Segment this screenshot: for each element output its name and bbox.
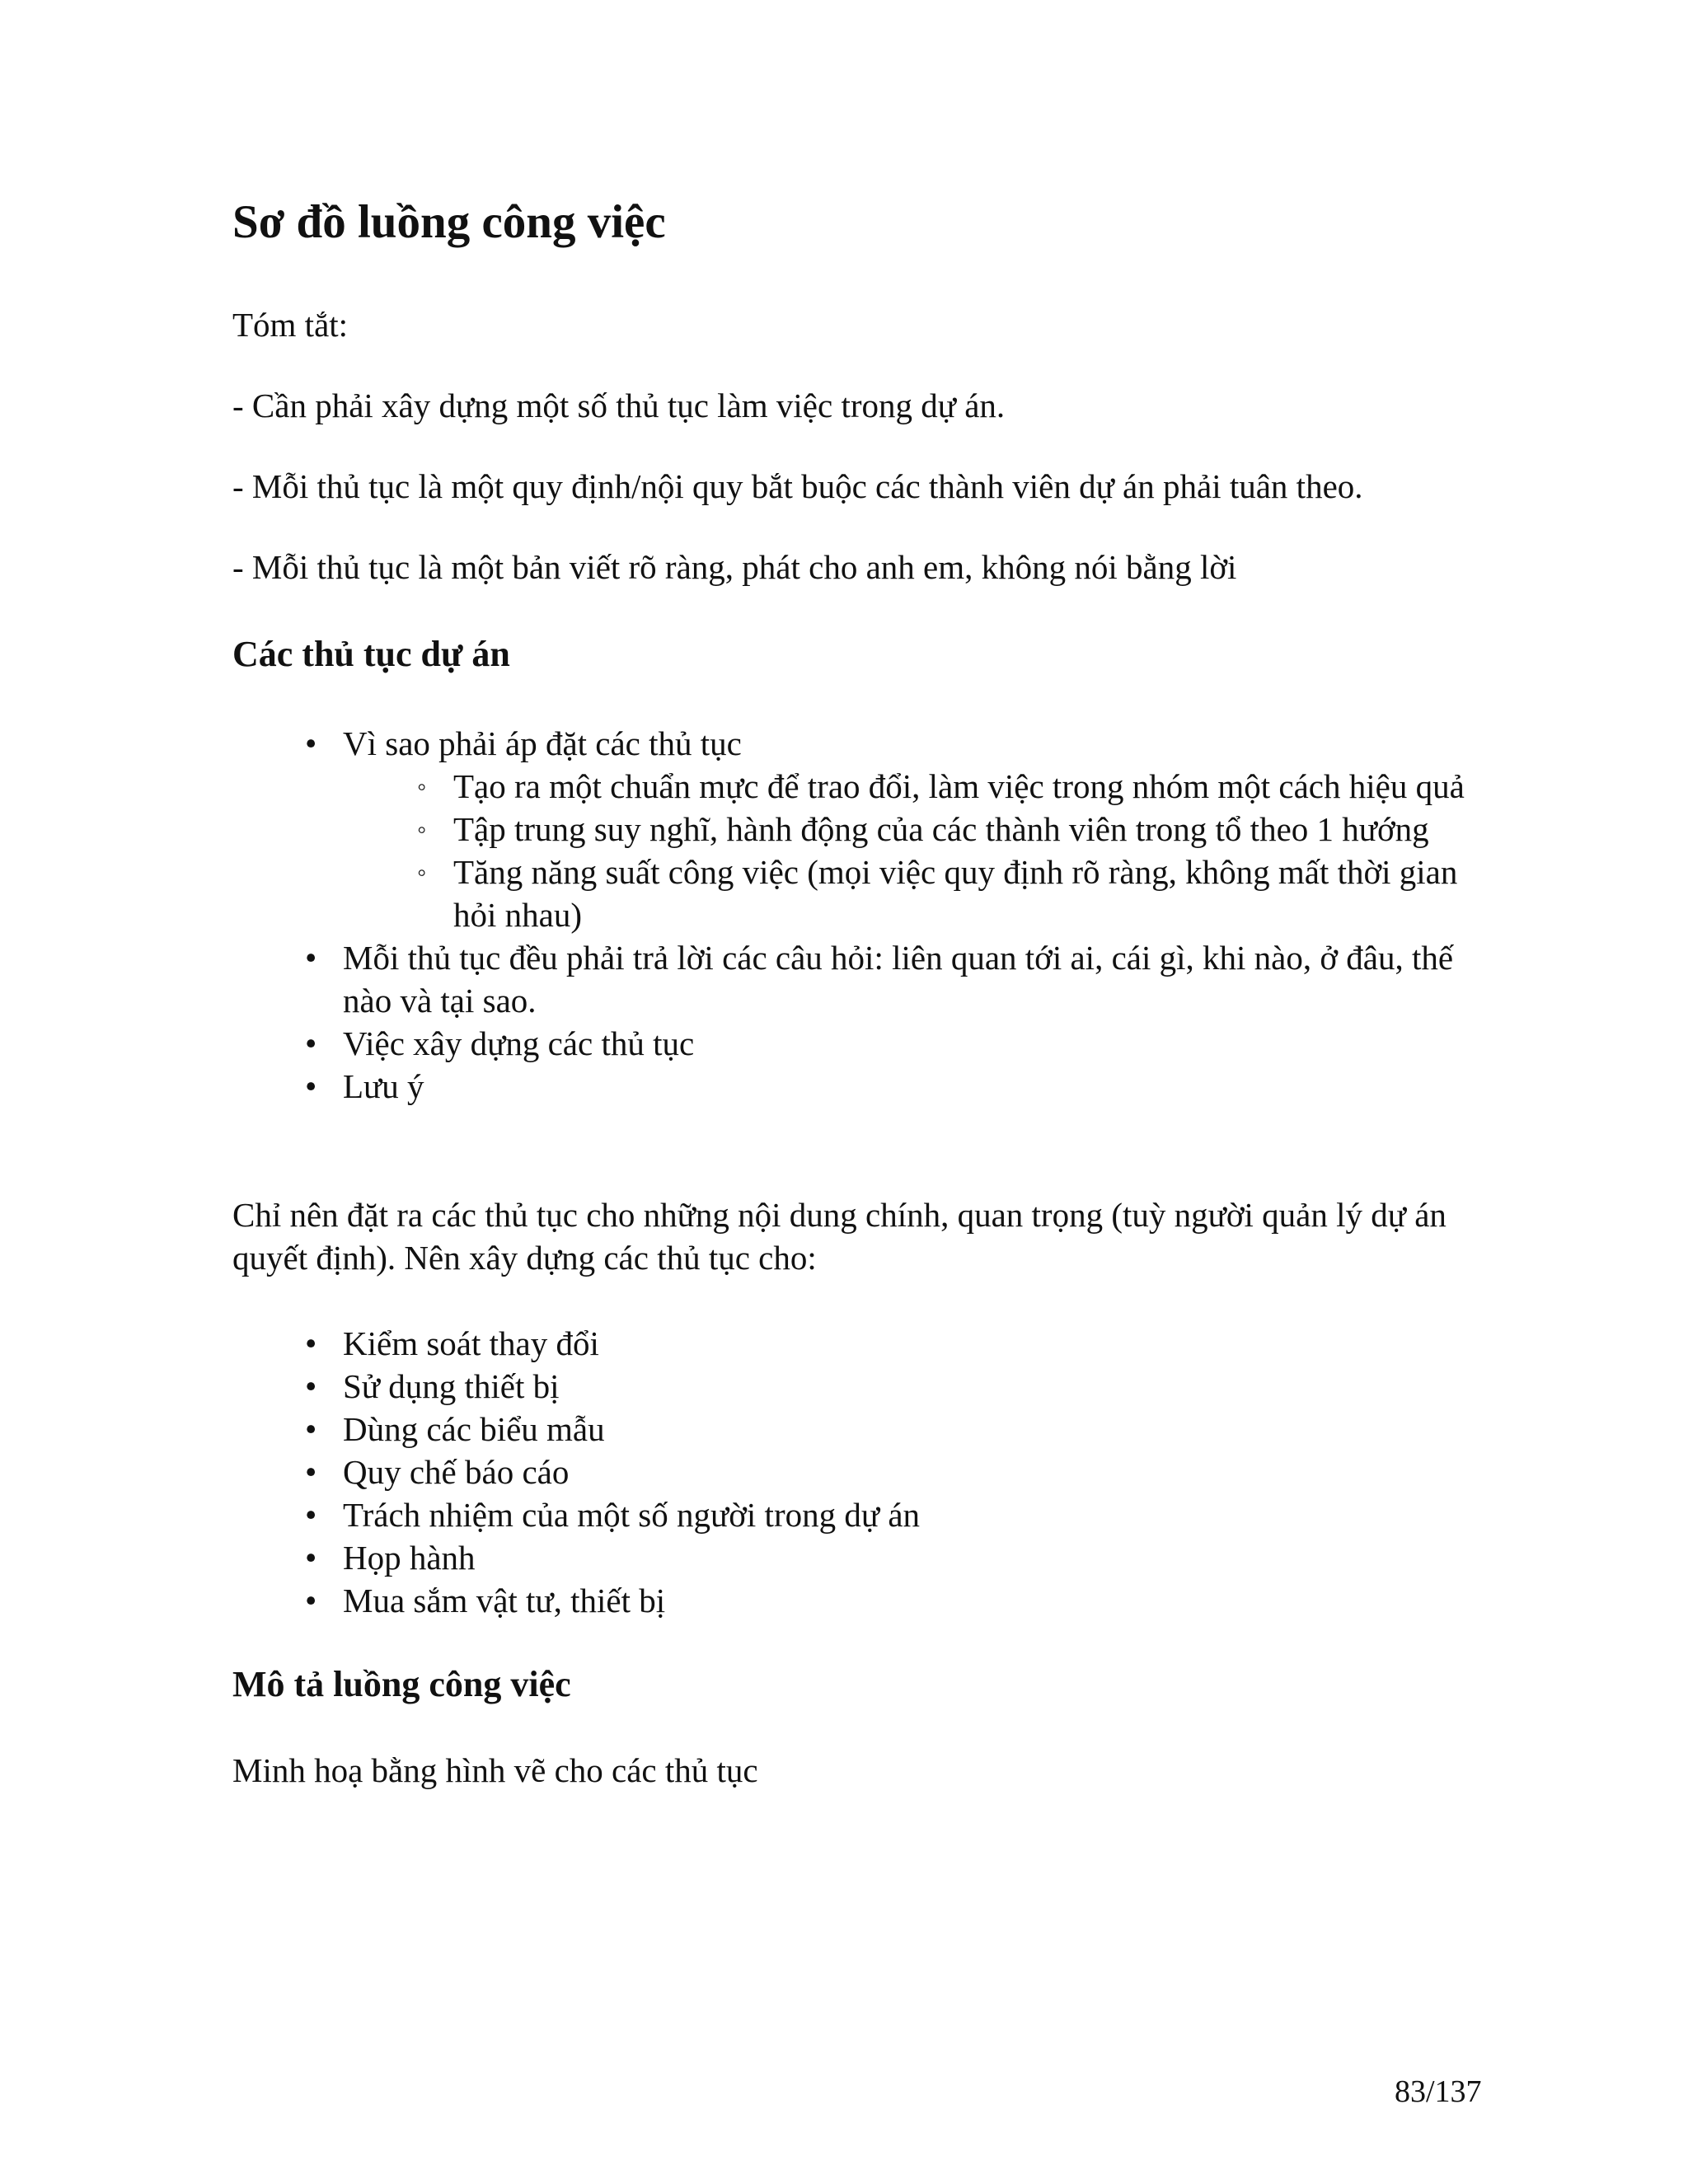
list-item-text: Vì sao phải áp đặt các thủ tục <box>343 724 742 762</box>
page-number: 83/137 <box>1395 2074 1482 2109</box>
section-heading-workflow: Mô tả luồng công việc <box>232 1664 571 1704</box>
sub-list-item <box>232 765 1485 808</box>
summary-item: - Mỗi thủ tục là một quy định/nội quy bắt buộc các thành viên dự án phải tuân theo. <box>232 467 1363 505</box>
list-item <box>232 722 1485 936</box>
procedures-reasons-list <box>232 722 1485 1108</box>
bullet-icon: • <box>305 1324 317 1362</box>
bullet-icon: • <box>305 1067 317 1105</box>
list-item-text: Việc xây dựng các thủ tục <box>343 1024 695 1062</box>
bullet-icon: • <box>305 939 317 977</box>
list-item-text: Quy chế báo cáo <box>343 1453 570 1491</box>
list-item-text: Họp hành <box>343 1539 476 1577</box>
list-item <box>232 1493 1485 1536</box>
sub-list-item-text: Tập trung suy nghĩ, hành động của các thành viên trong tổ theo 1 hướng <box>453 810 1429 848</box>
bullet-icon: • <box>305 1024 317 1062</box>
list-item-text: Trách nhiệm của một số người trong dự án <box>343 1496 921 1534</box>
bullet-icon: • <box>305 1582 317 1619</box>
list-item-text: Dùng các biểu mẫu <box>343 1410 605 1448</box>
list-item <box>232 1408 1485 1451</box>
circle-bullet-icon: ◦ <box>417 857 427 887</box>
bullet-icon: • <box>305 1453 317 1491</box>
bullet-icon: • <box>305 1410 317 1448</box>
summary-label: Tóm tắt: <box>232 306 349 344</box>
list-item-text: Sử dụng thiết bị <box>343 1367 560 1405</box>
sub-list-item-text: Tăng năng suất công việc (mọi việc quy định rõ ràng, không mất thời gian hỏi nhau) <box>453 853 1458 934</box>
bullet-icon: • <box>305 724 317 762</box>
bullet-icon: • <box>305 1496 317 1534</box>
list-item <box>232 1579 1485 1622</box>
list-item <box>232 1451 1485 1493</box>
procedures-list <box>232 1322 1485 1622</box>
page-title: Sơ đồ luồng công việc <box>232 196 666 248</box>
list-item <box>232 1065 1485 1108</box>
section-heading-procedures: Các thủ tục dự án <box>232 634 510 674</box>
sub-list-item <box>232 808 1485 851</box>
bullet-icon: • <box>305 1539 317 1577</box>
procedures-note: Chỉ nên đặt ra các thủ tục cho những nội dung chính, quan trọng (tuỳ người quản lý dự án quyết định). Nên xây dựng các thủ tục cho: <box>232 1196 1447 1277</box>
list-item <box>232 1022 1485 1065</box>
list-item-text: Kiểm soát thay đổi <box>343 1324 599 1362</box>
workflow-text: Minh hoạ bằng hình vẽ cho các thủ tục <box>232 1751 758 1789</box>
list-item-text: Mỗi thủ tục đều phải trả lời các câu hỏi: liên quan tới ai, cái gì, khi nào, ở đâu, thế nào và tại sao. <box>343 939 1454 1019</box>
circle-bullet-icon: ◦ <box>417 771 427 801</box>
sub-list-item <box>232 851 1485 936</box>
list-item <box>232 1536 1485 1579</box>
circle-bullet-icon: ◦ <box>417 814 427 844</box>
summary-item: - Cần phải xây dựng một số thủ tục làm việc trong dự án. <box>232 387 1006 424</box>
summary-item: - Mỗi thủ tục là một bản viết rõ ràng, phát cho anh em, không nói bằng lời <box>232 548 1237 586</box>
list-item <box>232 936 1485 1022</box>
list-item <box>232 1365 1485 1408</box>
list-item-text: Mua sắm vật tư, thiết bị <box>343 1582 666 1619</box>
reasons-sublist <box>343 765 1485 936</box>
list-item <box>232 1322 1485 1365</box>
bullet-icon: • <box>305 1367 317 1405</box>
list-item-text: Lưu ý <box>343 1067 424 1105</box>
sub-list-item-text: Tạo ra một chuẩn mực để trao đổi, làm việc trong nhóm một cách hiệu quả <box>453 767 1465 805</box>
